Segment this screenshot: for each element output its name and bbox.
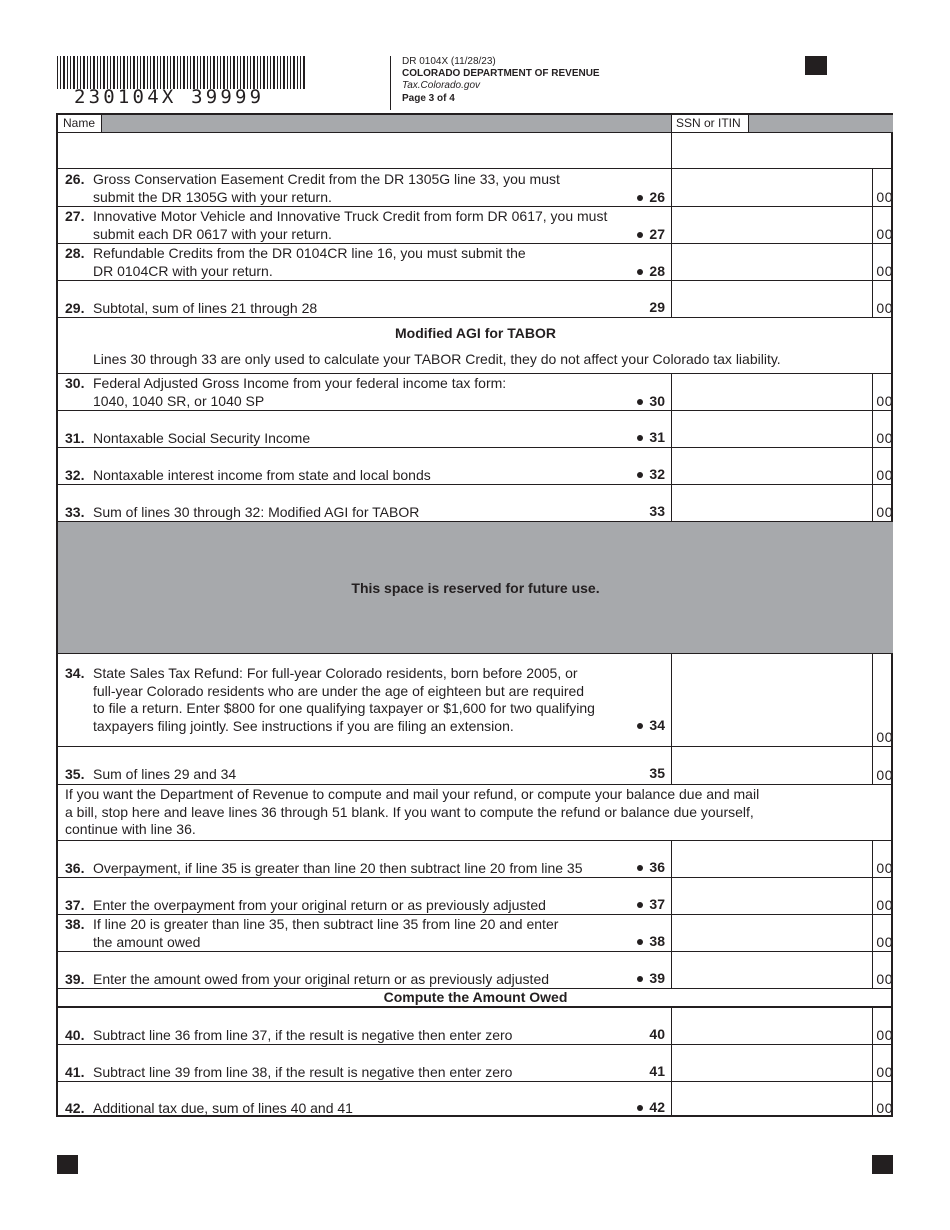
registration-mark-bottom-left: [57, 1155, 78, 1174]
line-32-number: 32.: [65, 467, 85, 483]
line-28-ref: 28: [649, 263, 665, 279]
line-36-number: 36.: [65, 860, 85, 876]
line-29-text: Subtotal, sum of lines 21 through 28: [93, 300, 318, 316]
line-26-text-cont: submit the DR 1305G with your return.: [93, 189, 332, 205]
line-31-number: 31.: [65, 430, 85, 446]
line-30-number: 30.: [65, 375, 85, 391]
line-38-text: If line 20 is greater than line 35, then subtract line 35 from line 20 and enter: [93, 916, 559, 932]
line-31-text: Nontaxable Social Security Income: [93, 430, 311, 446]
line-34-text-3: to file a return. Enter $800 for one qualifying taxpayer or $1,600 for two qualifying: [93, 700, 595, 716]
line-29-ref: 29: [649, 299, 665, 315]
required-bullet-icon: [637, 435, 643, 441]
name-ssn-header: [58, 115, 893, 133]
line-42-text: Additional tax due, sum of lines 40 and 41: [93, 1100, 353, 1116]
line-29-amount[interactable]: [671, 281, 893, 317]
line-29-cents: 00: [876, 300, 893, 316]
line-41-text: Subtract line 39 from line 38, if the result is negative then enter zero: [93, 1064, 513, 1080]
name-input[interactable]: [58, 133, 671, 168]
reserved-space: [58, 522, 893, 654]
line-31-row: [58, 411, 893, 448]
line-39-text: Enter the amount owed from your original return or as previously adjusted: [93, 971, 550, 987]
line-38-row: [58, 915, 893, 952]
line-42-ref: 42: [649, 1099, 665, 1115]
line-27-amount[interactable]: [671, 207, 893, 243]
line-39-ref: 39: [649, 970, 665, 986]
line-40-cents: 00: [876, 1027, 893, 1043]
line-32-text: Nontaxable interest income from state and local bonds: [93, 467, 431, 483]
line-32-ref: 32: [649, 466, 665, 482]
line-29-number: 29.: [65, 300, 85, 316]
owed-section-header: [58, 989, 893, 1008]
line-34-cents: 00: [876, 729, 893, 745]
line-28-row: [58, 244, 893, 281]
line-30-text: Federal Adjusted Gross Income from your federal income tax form:: [93, 375, 507, 391]
required-bullet-icon: [637, 195, 643, 201]
line-36-ref: 36: [649, 859, 665, 875]
line-28-text-cont: DR 0104CR with your return.: [93, 263, 273, 279]
line-33-text: Sum of lines 30 through 32: Modified AGI for TABOR: [93, 504, 420, 520]
line-29-row: [58, 281, 893, 318]
line-38-number: 38.: [65, 916, 85, 932]
line-40-number: 40.: [65, 1027, 85, 1043]
line-30-ref: 30: [649, 393, 665, 409]
line-30-row: [58, 374, 893, 411]
line-38-text-cont: the amount owed: [93, 934, 201, 950]
line-40-amount[interactable]: [671, 1008, 893, 1044]
line-27-ref: 27: [649, 226, 665, 242]
line-42-number: 42.: [65, 1100, 85, 1116]
line-38-ref: 38: [649, 933, 665, 949]
line-39-cents: 00: [876, 971, 893, 987]
name-ssn-inputs: [58, 133, 893, 169]
line-34-text: State Sales Tax Refund: For full-year Colorado residents, born before 2005, or: [93, 665, 578, 681]
line-32-row: [58, 448, 893, 485]
registration-mark-bottom-right: [872, 1155, 893, 1174]
line-37-number: 37.: [65, 897, 85, 913]
line-36-amount[interactable]: [671, 841, 893, 877]
required-bullet-icon: [637, 939, 643, 945]
line-38-cents: 00: [876, 934, 893, 950]
line-40-row: [58, 1008, 893, 1045]
line-35-amount[interactable]: [671, 747, 893, 784]
line-36-row: [58, 841, 893, 878]
line-35-ref: 35: [649, 765, 665, 781]
line-34-text-2: full-year Colorado residents who are under the age of eighteen but are required: [93, 682, 585, 699]
tabor-title: Modified AGI for TABOR: [395, 325, 556, 341]
ssn-label: SSN or ITIN: [671, 115, 749, 132]
line-37-text: Enter the overpayment from your original return or as previously adjusted: [93, 897, 546, 913]
line-32-cents: 00: [876, 467, 893, 483]
line-34-ref: 34: [649, 717, 665, 733]
instructions-line-2: a bill, stop here and leave lines 36 through 51 blank. If you want to compute the refund or balance due yourself,: [65, 803, 754, 820]
registration-mark-top-right: [805, 56, 827, 75]
line-39-row: [58, 952, 893, 989]
line-28-cents: 00: [876, 263, 893, 279]
name-label: Name: [58, 115, 102, 132]
line-37-row: [58, 878, 893, 915]
line-32-amount[interactable]: [671, 448, 893, 484]
owed-title: Compute the Amount Owed: [383, 989, 568, 1005]
required-bullet-icon: [637, 399, 643, 405]
required-bullet-icon: [637, 1105, 643, 1111]
line-42-amount[interactable]: [671, 1082, 893, 1117]
line-30-text-cont: 1040, 1040 SR, or 1040 SP: [93, 393, 265, 409]
line-35-number: 35.: [65, 766, 85, 782]
line-27-text: Innovative Motor Vehicle and Innovative Truck Credit from form DR 0617, you must: [93, 208, 608, 224]
required-bullet-icon: [637, 723, 643, 729]
line-33-amount[interactable]: [671, 485, 893, 521]
line-33-number: 33.: [65, 504, 85, 520]
line-26-text: Gross Conservation Easement Credit from the DR 1305G line 33, you must: [93, 171, 560, 187]
line-36-text: Overpayment, if line 35 is greater than line 20 then subtract line 20 from line 35: [93, 860, 583, 876]
line-35-text: Sum of lines 29 and 34: [93, 766, 237, 782]
line-37-amount[interactable]: [671, 878, 893, 914]
page-number: Page 3 of 4: [402, 93, 455, 104]
line-26-cents: 00: [876, 189, 893, 205]
line-40-text: Subtract line 36 from line 37, if the result is negative then enter zero: [93, 1027, 513, 1043]
line-33-ref: 33: [649, 503, 665, 519]
line-39-amount[interactable]: [671, 952, 893, 988]
line-41-cents: 00: [876, 1064, 893, 1080]
line-33-cents: 00: [876, 504, 893, 520]
line-37-ref: 37: [649, 896, 665, 912]
line-33-row: [58, 485, 893, 522]
line-34-amount[interactable]: [671, 654, 893, 746]
line-26-number: 26.: [65, 171, 85, 187]
line-30-amount[interactable]: [671, 374, 893, 410]
required-bullet-icon: [637, 865, 643, 871]
line-30-cents: 00: [876, 393, 893, 409]
line-36-cents: 00: [876, 860, 893, 876]
line-28-text: Refundable Credits from the DR 0104CR line 16, you must submit the: [93, 245, 526, 261]
required-bullet-icon: [637, 232, 643, 238]
required-bullet-icon: [637, 269, 643, 275]
department-name: COLORADO DEPARTMENT OF REVENUE: [402, 68, 600, 79]
ssn-input[interactable]: [671, 133, 893, 168]
line-27-row: [58, 207, 893, 244]
line-38-amount[interactable]: [671, 915, 893, 951]
required-bullet-icon: [637, 976, 643, 982]
line-27-text-cont: submit each DR 0617 with your return.: [93, 226, 332, 242]
line-37-cents: 00: [876, 897, 893, 913]
reserved-text: This space is reserved for future use.: [351, 580, 600, 596]
required-bullet-icon: [637, 902, 643, 908]
barcode-image: [57, 56, 309, 89]
line-34-row: [58, 654, 893, 747]
instructions-block: [58, 785, 893, 841]
website-text: Tax.Colorado.gov: [402, 80, 481, 91]
line-40-ref: 40: [649, 1026, 665, 1042]
form-id: DR 0104X (11/28/23): [402, 56, 496, 67]
line-35-cents: 00: [876, 767, 893, 783]
line-42-cents: 00: [876, 1100, 893, 1116]
line-26-ref: 26: [649, 189, 665, 205]
line-39-number: 39.: [65, 971, 85, 987]
line-31-ref: 31: [649, 429, 665, 445]
line-26-row: [58, 169, 893, 207]
instructions-line-1: If you want the Department of Revenue to compute and mail your refund, or compute your balance due and mail: [65, 786, 760, 802]
line-31-amount[interactable]: [671, 411, 893, 447]
line-35-row: [58, 747, 893, 785]
line-34-number: 34.: [65, 665, 85, 681]
line-34-text-4: taxpayers filing jointly. See instructions if you are filing an extension.: [93, 717, 514, 734]
line-26-amount[interactable]: [671, 169, 893, 206]
tabor-section: [58, 318, 893, 374]
line-31-cents: 00: [876, 430, 893, 446]
line-41-amount[interactable]: [671, 1045, 893, 1081]
line-41-number: 41.: [65, 1064, 85, 1080]
instructions-line-3: continue with line 36.: [65, 821, 196, 837]
required-bullet-icon: [637, 472, 643, 478]
line-42-row: [58, 1082, 893, 1117]
line-28-number: 28.: [65, 245, 85, 261]
tax-form-table: [56, 113, 893, 1117]
tabor-note: Lines 30 through 33 are only used to calculate your TABOR Credit, they do not affect your Colorado tax liability.: [93, 351, 781, 367]
barcode-number: 230104X 39999: [74, 86, 265, 108]
line-28-amount[interactable]: [671, 244, 893, 280]
header-divider: [390, 56, 391, 110]
line-27-cents: 00: [876, 226, 893, 242]
line-27-number: 27.: [65, 208, 85, 224]
line-41-ref: 41: [649, 1063, 665, 1079]
line-41-row: [58, 1045, 893, 1082]
